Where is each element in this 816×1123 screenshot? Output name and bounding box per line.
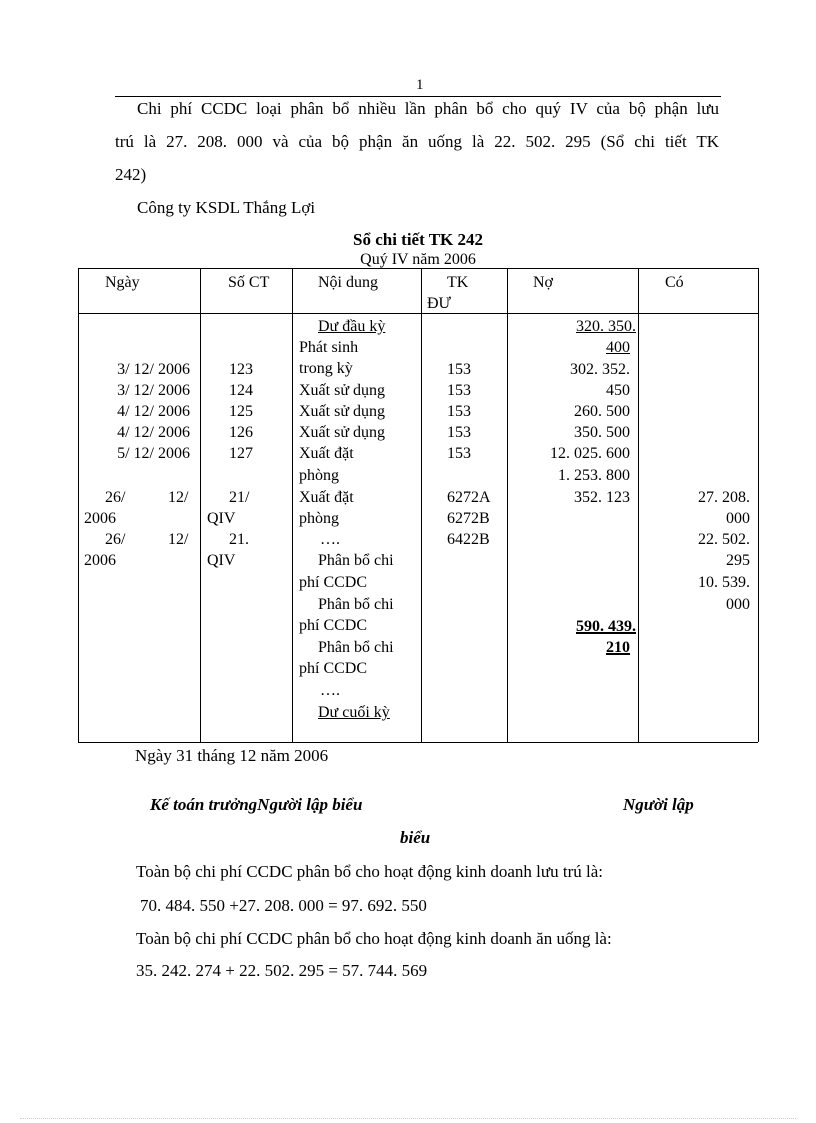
table-col-border <box>638 268 639 742</box>
date-cell: 4/ 12/ 2006 <box>117 403 190 420</box>
table-bottom-border <box>78 742 758 743</box>
account-cell: 6272B <box>447 510 490 527</box>
doc-cell: 21/ <box>229 489 250 506</box>
credit-cell: 295 <box>726 552 750 569</box>
table-col-border <box>200 268 201 742</box>
ledger-title: Sổ chi tiết TK 242 <box>352 230 484 249</box>
page-number: 1 <box>416 77 424 93</box>
date-cell: 12/ <box>168 489 189 506</box>
intro-line-1: Chi phí CCDC loại phân bổ nhiều lần phân bổ cho quý IV của bộ phận lưu <box>137 99 719 118</box>
desc-closing-balance: Dư cuối kỳ <box>318 704 390 721</box>
credit-cell: 10. 539. <box>698 574 750 591</box>
header-tk: TK <box>447 274 469 291</box>
desc-cell: phí CCDC <box>299 660 368 677</box>
total-lodging-text: Toàn bộ chi phí CCDC phân bổ cho hoạt động kinh doanh lưu trú là: <box>136 862 603 881</box>
debit-cell: 302. 352. <box>570 361 630 378</box>
debit-cell: 12. 025. 600 <box>550 445 630 462</box>
desc-cell: phòng <box>299 510 339 527</box>
account-cell: 153 <box>447 445 471 462</box>
desc-cell: Phân bổ chi <box>318 639 394 656</box>
total-dining-text: Toàn bộ chi phí CCDC phân bổ cho hoạt động kinh doanh ăn uống là: <box>136 929 612 948</box>
debit-cell: 450 <box>606 382 630 399</box>
date-cell: 26/ <box>105 531 126 548</box>
credit-cell: 27. 208. <box>698 489 750 506</box>
debit-total-cont: 210 <box>606 639 630 656</box>
date-cell: 26/ <box>105 489 126 506</box>
desc-cell: Xuất sử dụng <box>299 403 385 420</box>
header-desc: Nội dung <box>318 274 378 291</box>
debit-total: 590. 439. <box>576 618 636 635</box>
ledger-subtitle: Quý IV năm 2006 <box>360 251 476 268</box>
desc-opening-balance: Dư đầu kỳ <box>318 318 386 335</box>
doc-cell: 123 <box>229 361 253 378</box>
table-col-border <box>292 268 293 742</box>
header-date: Ngày <box>105 274 140 291</box>
date-cell: 2006 <box>84 552 116 569</box>
debit-cell: 1. 253. 800 <box>558 467 630 484</box>
credit-cell: 000 <box>726 596 750 613</box>
debit-cell: 350. 500 <box>574 424 630 441</box>
account-cell: 6422B <box>447 531 490 548</box>
desc-cell: Xuất đặt <box>299 489 354 506</box>
desc-cell: Phát sinh <box>299 339 359 356</box>
header-debit: Nợ <box>533 274 554 291</box>
doc-cell: 125 <box>229 403 253 420</box>
desc-cell: Phân bổ chi <box>318 596 394 613</box>
account-cell: 153 <box>447 382 471 399</box>
desc-cell: …. <box>320 682 340 699</box>
desc-cell: Xuất sử dụng <box>299 424 385 441</box>
debit-cell: 260. 500 <box>574 403 630 420</box>
doc-cell: 124 <box>229 382 253 399</box>
desc-cell: Xuất đặt <box>299 445 354 462</box>
credit-cell: 000 <box>726 510 750 527</box>
debit-opening-cont: 400 <box>606 339 630 356</box>
desc-cell: Xuất sử dụng <box>299 382 385 399</box>
doc-cell: 126 <box>229 424 253 441</box>
account-cell: 153 <box>447 403 471 420</box>
intro-line-3: 242) <box>115 165 147 184</box>
header-du: ĐƯ <box>427 295 451 312</box>
desc-cell: phí CCDC <box>299 574 368 591</box>
header-credit: Có <box>665 274 684 291</box>
table-top-border <box>78 268 758 269</box>
date-cell: 4/ 12/ 2006 <box>117 424 190 441</box>
page-bottom-edge <box>20 1118 796 1119</box>
debit-cell: 352. 123 <box>574 489 630 506</box>
signature-preparer-cont: biểu <box>400 828 431 847</box>
desc-cell: …. <box>320 531 340 548</box>
table-col-border <box>421 268 422 742</box>
doc-cell: QIV <box>207 552 236 569</box>
desc-cell: phí CCDC <box>299 617 368 634</box>
desc-cell: Phân bổ chi <box>318 552 394 569</box>
header-doc: Số CT <box>228 274 270 291</box>
table-header-border <box>78 313 758 314</box>
debit-opening: 320. 350. <box>576 318 636 335</box>
intro-line-2: trú là 27. 208. 000 và của bộ phận ăn uống là 22. 502. 295 (Sổ chi tiết TK <box>115 132 719 151</box>
table-col-border <box>78 268 79 742</box>
total-lodging-calc: 70. 484. 550 +27. 208. 000 = 97. 692. 550 <box>140 896 427 915</box>
date-cell: 12/ <box>168 531 189 548</box>
signature-preparer: Người lập <box>623 795 694 814</box>
sign-date: Ngày 31 tháng 12 năm 2006 <box>135 746 329 765</box>
account-cell: 6272A <box>447 489 491 506</box>
table-col-border <box>507 268 508 742</box>
date-cell: 3/ 12/ 2006 <box>117 361 190 378</box>
date-cell: 3/ 12/ 2006 <box>117 382 190 399</box>
doc-cell: 127 <box>229 445 253 462</box>
signature-chief-accountant: Kế toán trưởngNgười lập biểu <box>150 795 363 814</box>
company-name: Công ty KSDL Thắng Lợi <box>137 198 316 217</box>
total-dining-calc: 35. 242. 274 + 22. 502. 295 = 57. 744. 569 <box>136 961 428 980</box>
account-cell: 153 <box>447 424 471 441</box>
date-cell: 5/ 12/ 2006 <box>117 445 190 462</box>
desc-cell: trong kỳ <box>299 360 353 377</box>
header-rule <box>115 96 721 97</box>
credit-cell: 22. 502. <box>698 531 750 548</box>
account-cell: 153 <box>447 361 471 378</box>
desc-cell: phòng <box>299 467 339 484</box>
doc-cell: QIV <box>207 510 236 527</box>
date-cell: 2006 <box>84 510 116 527</box>
table-col-border <box>758 268 759 742</box>
doc-cell: 21. <box>229 531 249 548</box>
